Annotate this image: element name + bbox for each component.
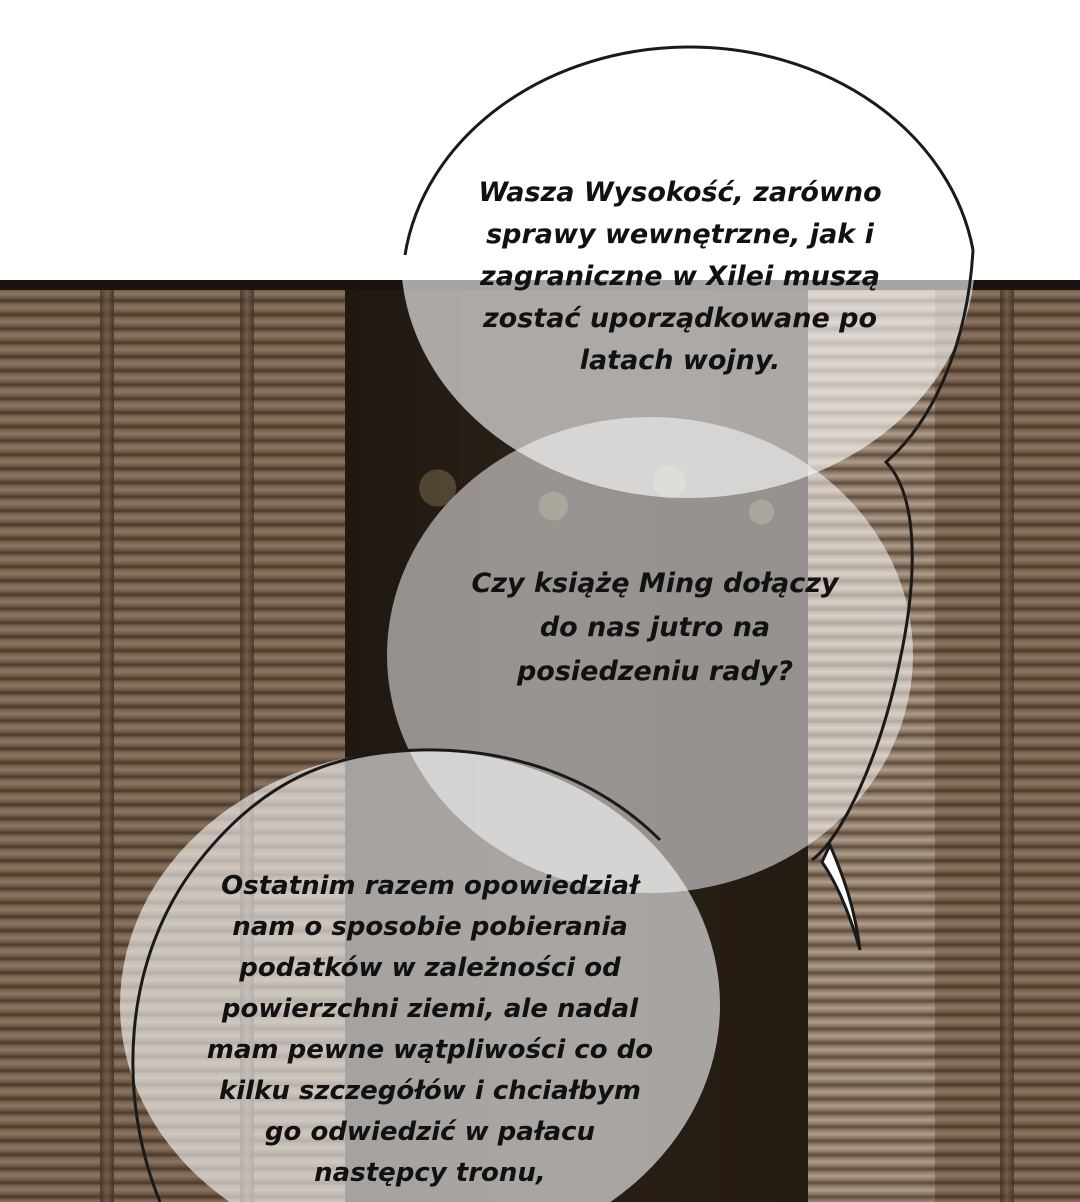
speech-text-2: Czy książę Ming dołączy do nas jutro na posiedzeniu rady? (471, 568, 839, 687)
speech-text-1: Wasza Wysokość, zarówno sprawy wewnętrzne, jak i zagraniczne w Xilei muszą zostać uporządkowane po latach wojny. (478, 177, 882, 376)
speech-text-3: Ostatnim razem opowiedział nam o sposobie pobierania podatków w zależności od powierzchni ziemi, ale nadal mam pewne wątpliwości co do kilku szczegółów i chciałbym go odwiedzić w pałacu następcy tronu, (206, 871, 654, 1188)
bubble-tail (822, 845, 860, 950)
